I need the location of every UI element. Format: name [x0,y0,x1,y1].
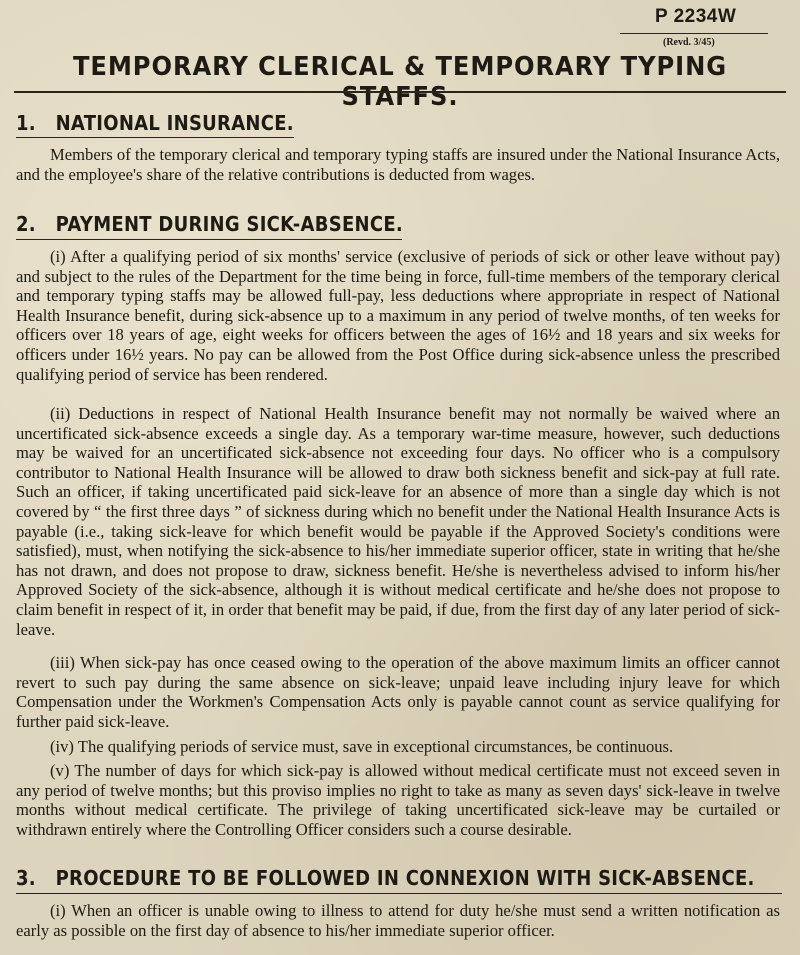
section-1-title: NATIONAL INSURANCE. [55,111,294,135]
section-1-heading-rule [16,137,294,138]
section-2-paragraph-iv: (iv) The qualifying periods of service must, save in exceptional circumstances, be continuous. [50,737,674,756]
section-3-title: PROCEDURE TO BE FOLLOWED IN CONNEXION WITH SICK-ABSENCE. [55,866,755,890]
section-2-paragraph-iii: (iii) When sick-pay has once ceased owing to the operation of the above maximum limits an officer cannot revert to such pay during the same absence on sick-leave; unpaid leave including injury leave for which Compensation under the Workmen's Compensation Acts only is payable cannot count as service qualifying for further paid sick-leave. [16,653,780,731]
form-number: P 2234W [655,6,737,27]
section-2-paragraph-v: (v) The number of days for which sick-pay is allowed without medical certificate must not exceed seven in any period of twelve months; but this proviso implies no right to take as many as seven days' sick-leave in twelve months without medical certificate. The privilege of taking uncertificated sick-leave may be curtailed or withdrawn entirely where the Controlling Officer considers such a course desirable. [16,761,780,839]
section-2-heading [16,212,403,236]
section-1-heading [16,111,294,135]
section-2-heading-rule [16,239,402,240]
section-3-number: 3. [16,866,36,890]
section-2-paragraph-i: (i) After a qualifying period of six months' service (exclusive of periods of sick or other leave without pay) and subject to the rules of the Department for the time being in force, full-time members of the temporary clerical and temporary typing staffs may be allowed full-pay, less deductions where appropriate in respect of National Health Insurance benefit, during sick-absence up to a maximum in any period of twelve months, of ten weeks for officers over 18 years of age, eight weeks for officers between the ages of 16½ and 18 years and six weeks for officers under 16½ years. No pay can be allowed from the Post Office during sick-absence unless the prescribed qualifying period of service has been rendered. [16,247,780,384]
section-2-number: 2. [16,212,36,236]
section-3-heading [16,866,755,890]
section-1-number: 1. [16,111,36,135]
title-rule [14,91,786,93]
section-3-heading-rule [16,893,782,894]
revision-date: (Revd. 3/45) [663,37,715,48]
document-title: TEMPORARY CLERICAL & TEMPORARY TYPING STAFFS. [72,52,728,112]
section-3-paragraph-i: (i) When an officer is unable owing to illness to attend for duty he/she must send a written notification as early as possible on the first day of absence to his/her immediate superior officer. [16,901,780,940]
section-1-paragraph-1: Members of the temporary clerical and temporary typing staffs are insured under the National Insurance Acts, and the employee's share of the relative contributions is deducted from wages. [16,145,780,184]
section-2-paragraph-ii: (ii) Deductions in respect of National Health Insurance benefit may not normally be waived where an uncertificated sick-absence exceeds a single day. As a temporary war-time measure, however, such deductions may be waived for an uncertificated sick-absence not exceeding four days. No officer who is a compulsory contributor to National Health Insurance will be allowed to draw both sickness benefit and sick-pay at full rate. Such an officer, if taking uncertificated paid sick-leave for an absence of more than a single day which is not covered by “ the first three days ” of sickness during which no benefit under the National Health Insurance Acts is payable (i.e., taking sick-leave for which benefit would be payable if the Approved Society's conditions were satisfied), must, when notifying the sick-absence to his/her immediate superior officer, state in writing that he/she has not drawn, and does not propose to draw, sickness benefit. He/she is nevertheless advised to inform his/her Approved Society of the sick-absence, although it is without medical certificate and he/she does not propose to claim benefit in respect of it, in order that benefit may be paid, if due, from the first day of any later period of sick-leave. [16,404,780,639]
form-number-rule [620,33,768,34]
section-2-title: PAYMENT DURING SICK-ABSENCE. [55,212,404,236]
